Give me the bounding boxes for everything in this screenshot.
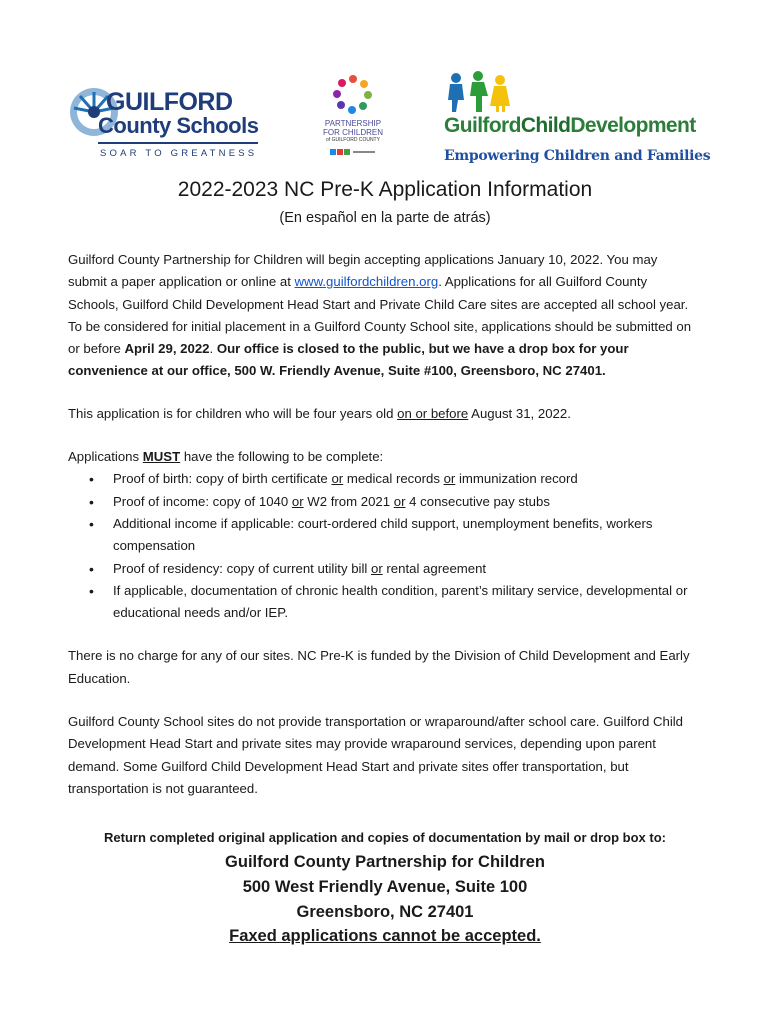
birth-or2: or (443, 471, 456, 487)
gcd-name-c: Development (570, 114, 696, 137)
gcs-divider (98, 142, 258, 144)
page-title: 2022-2023 NC Pre-K Application Information (177, 178, 593, 201)
address-street: 500 West Friendly Avenue, Suite 100 (242, 878, 528, 896)
requirements-list (68, 468, 698, 624)
req-lead-b: have the following to be complete: (180, 449, 384, 465)
age-text-2: August 31, 2022. (468, 405, 571, 421)
intro-text-1: Guilford County Partnership for Children will begin accepting applications January 10, 2022. You may submit a paper application or online at (68, 252, 658, 290)
partnership-for-children-logo (318, 74, 388, 166)
residency-a: Proof of residency: copy of current utility bill (113, 560, 371, 576)
guilford-child-development-logo (444, 70, 711, 166)
residency-or1: or (371, 560, 383, 576)
gcd-tagline: Empowering Children and Families (444, 148, 711, 164)
fax-notice: Faxed applications cannot be accepted. (229, 927, 541, 945)
address-org: Guilford County Partnership for Children (225, 853, 545, 871)
income-or1: or (291, 493, 304, 509)
list-item-residency (113, 558, 698, 580)
birth-or1: or (331, 471, 344, 487)
req-must: MUST (142, 449, 181, 465)
smart-start-badge-icon (328, 148, 378, 156)
page-subtitle: (En español en la parte de atrás) (279, 210, 491, 226)
gcd-name-b: Child (520, 114, 571, 137)
list-item-income (113, 491, 698, 513)
office-notice: Our office is closed to the public, but we have a drop box for your convenience at our office, 500 W. Friendly Avenue, Suite #100, Greensboro, NC 27401. (68, 341, 629, 379)
intro-text-2: . Applications for all Guilford County Schools, Guilford Child Development Head Start and Private Child Care sites are accepted all school year. To be considered for initial placement in a Guilford County School site, applications should be submitted on or before (68, 274, 692, 357)
age-underlined: on or before (397, 405, 469, 421)
income-c: 4 consecutive pay stubs (405, 493, 550, 509)
logo-bar (0, 66, 770, 166)
website-link[interactable]: www.guilfordchildren.org (294, 274, 439, 290)
age-paragraph (68, 403, 698, 425)
people-circle-icon (333, 74, 373, 114)
list-item-other: • If applicable, documentation of chronic health condition, parent’s military service, developmental or educational needs and/or IEP. (113, 580, 698, 625)
income-b: W2 from 2021 (303, 493, 394, 509)
transport-paragraph: Guilford County School sites do not provide transportation or wraparound/after school care. Guilford Child Development Head Start and private sites may provide wraparound services, depending upon parent demand. Some Guilford Child Development Head Start and private sites offer transportation, but transportation is not guaranteed. (68, 714, 684, 796)
pfc-line3: of GUILFORD COUNTY (326, 137, 380, 143)
list-item-birth (113, 468, 698, 490)
gcd-name-a: Guilford (444, 114, 521, 137)
return-instructions: Return completed original application and copies of documentation by mail or drop box to: (104, 830, 666, 845)
req-lead-a: Applications (68, 449, 143, 465)
income-or2: or (393, 493, 406, 509)
deadline-date: April 29, 2022 (124, 341, 210, 357)
pfc-line1: PARTNERSHIP (324, 119, 382, 128)
guilford-county-schools-logo (68, 76, 260, 162)
birth-a: Proof of birth: copy of birth certificate (113, 471, 332, 487)
birth-b: medical records (343, 471, 444, 487)
gcs-name-line2: County Schools (98, 113, 259, 138)
address-city: Greensboro, NC 27401 (296, 903, 474, 921)
pfc-line2: FOR CHILDREN (322, 128, 383, 137)
intro-paragraph (68, 249, 698, 383)
list-item-additional: • Additional income if applicable: court-ordered child support, unemployment benefits, workers compensation (113, 513, 698, 558)
gcs-tagline: SOAR TO GREATNESS (100, 148, 258, 159)
age-text-1: This application is for children who will be four years old (68, 405, 398, 421)
gcd-name (444, 114, 696, 138)
charge-paragraph: There is no charge for any of our sites. NC Pre-K is funded by the Division of Child Development and Early Education. (68, 648, 690, 686)
document-body (68, 249, 698, 821)
income-a: Proof of income: copy of 1040 (113, 493, 292, 509)
residency-b: rental agreement (382, 560, 487, 576)
intro-text-3: . (209, 341, 217, 357)
birth-c: immunization record (455, 471, 578, 487)
gcs-name-line1: GUILFORD (106, 88, 233, 116)
requirements-lead (68, 446, 698, 468)
children-figures-icon (444, 70, 524, 114)
